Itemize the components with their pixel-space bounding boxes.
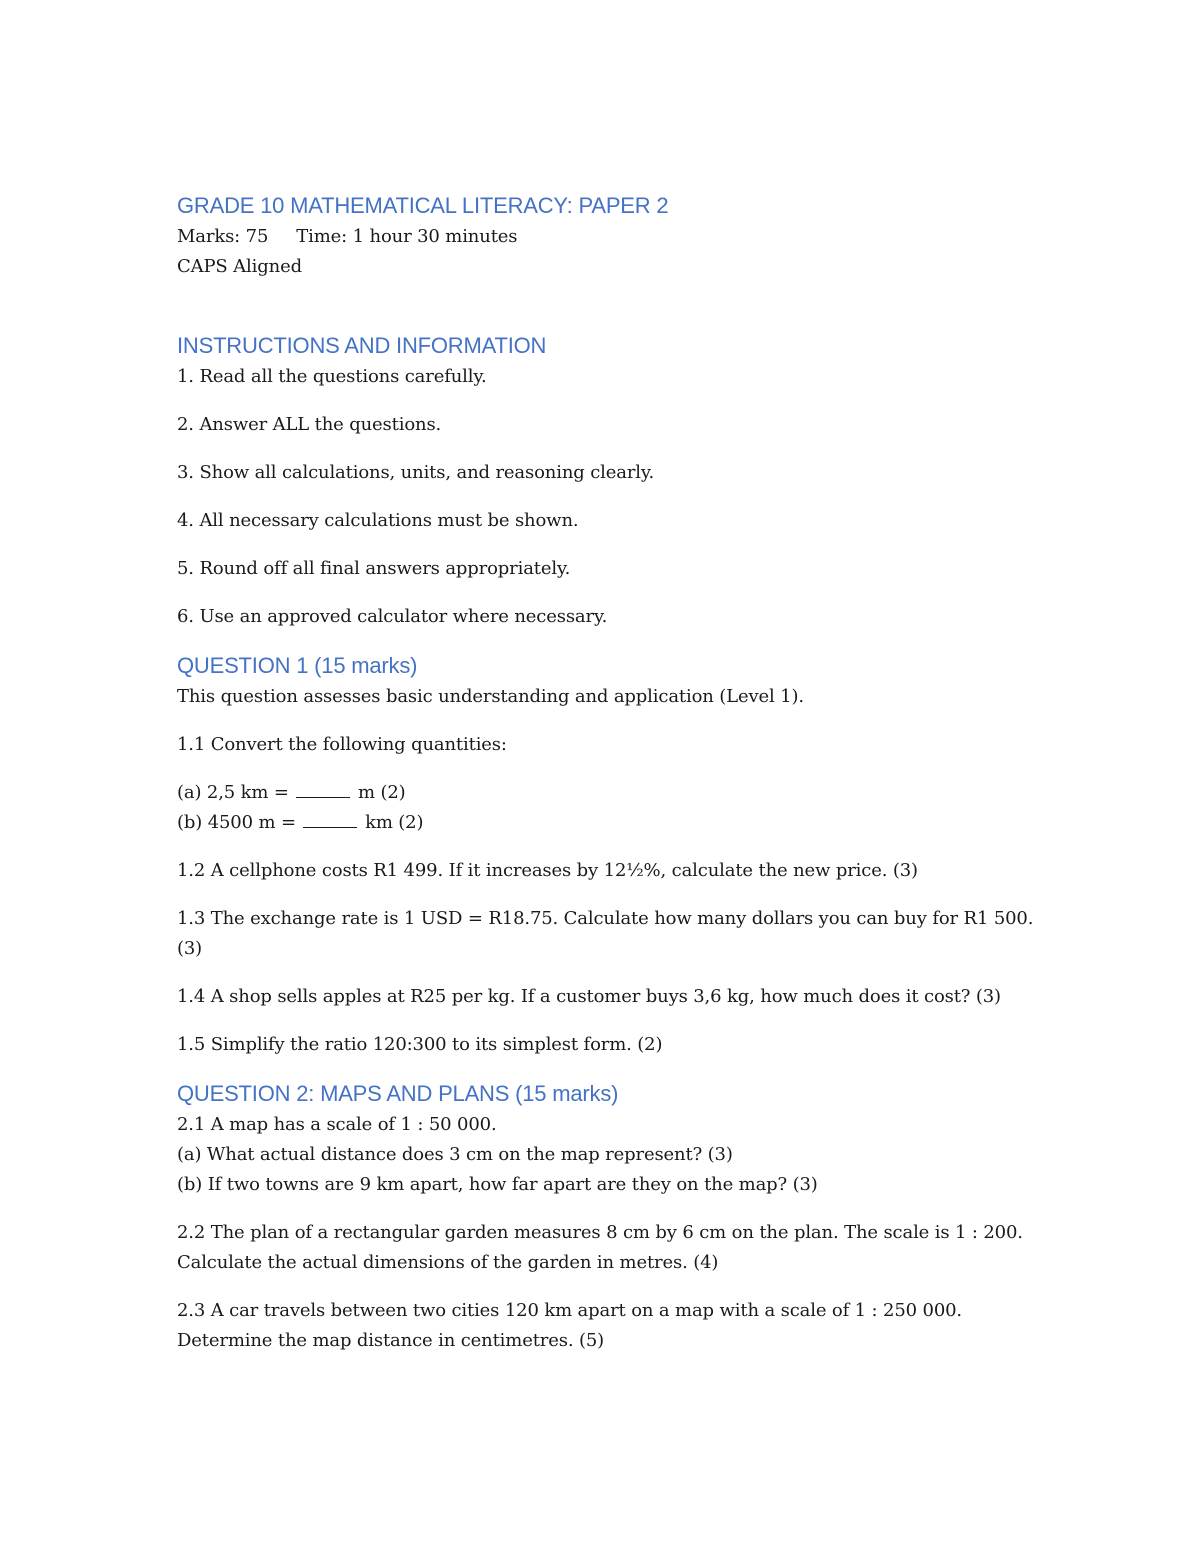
instruction-item-3: 3. Show all calculations, units, and reasoning clearly. (177, 462, 655, 483)
question-1-2: 1.2 A cellphone costs R1 499. If it increases by 12½%, calculate the new price. (3) (177, 860, 918, 881)
marks-text: Marks: 75 (177, 226, 269, 247)
instruction-item-4: 4. All necessary calculations must be shown. (177, 510, 579, 531)
question-1-intro: This question assesses basic understanding and application (Level 1). (177, 686, 804, 707)
question-2-1: 2.1 A map has a scale of 1 : 50 000. (177, 1114, 497, 1135)
document-content (177, 190, 1037, 1356)
instruction-item-5: 5. Round off all final answers appropriately. (177, 558, 571, 579)
answer-blank (303, 809, 357, 828)
question-1-1b (177, 808, 1037, 838)
question-2-1b: (b) If two towns are 9 km apart, how far apart are they on the map? (3) (177, 1174, 818, 1195)
answer-blank (296, 779, 350, 798)
question-2-heading: QUESTION 2: MAPS AND PLANS (15 marks) (177, 1081, 619, 1106)
question-1-1b-suffix: km (2) (365, 812, 424, 833)
question-1-1a-prefix: (a) 2,5 km = (177, 782, 289, 803)
question-2-2: 2.2 The plan of a rectangular garden measures 8 cm by 6 cm on the plan. The scale is 1 : 200. Calculate the actual dimensions of the garden in metres. (4) (177, 1222, 1023, 1273)
instruction-item-1: 1. Read all the questions carefully. (177, 366, 487, 387)
marks-time-line (177, 222, 1037, 252)
question-1-1b-prefix: (b) 4500 m = (177, 812, 296, 833)
caps-aligned-text: CAPS Aligned (177, 256, 302, 277)
question-2-3: 2.3 A car travels between two cities 120 km apart on a map with a scale of 1 : 250 000. Determine the map distance in centimetres. (5) (177, 1300, 962, 1351)
question-1-1: 1.1 Convert the following quantities: (177, 734, 507, 755)
paper-title: GRADE 10 MATHEMATICAL LITERACY: PAPER 2 (177, 193, 669, 218)
question-1-1a (177, 778, 1037, 808)
question-2-1a: (a) What actual distance does 3 cm on the map represent? (3) (177, 1144, 733, 1165)
instruction-item-2: 2. Answer ALL the questions. (177, 414, 442, 435)
question-1-1a-suffix: m (2) (357, 782, 406, 803)
time-text: Time: 1 hour 30 minutes (296, 226, 518, 247)
instruction-item-6: 6. Use an approved calculator where necessary. (177, 606, 608, 627)
question-1-heading: QUESTION 1 (15 marks) (177, 653, 418, 678)
instructions-heading: INSTRUCTIONS AND INFORMATION (177, 333, 547, 358)
question-1-5: 1.5 Simplify the ratio 120:300 to its simplest form. (2) (177, 1034, 663, 1055)
question-1-4: 1.4 A shop sells apples at R25 per kg. If a customer buys 3,6 kg, how much does it cost? (3) (177, 986, 1001, 1007)
question-1-3: 1.3 The exchange rate is 1 USD = R18.75. Calculate how many dollars you can buy for R1 500. (3) (177, 908, 1034, 959)
